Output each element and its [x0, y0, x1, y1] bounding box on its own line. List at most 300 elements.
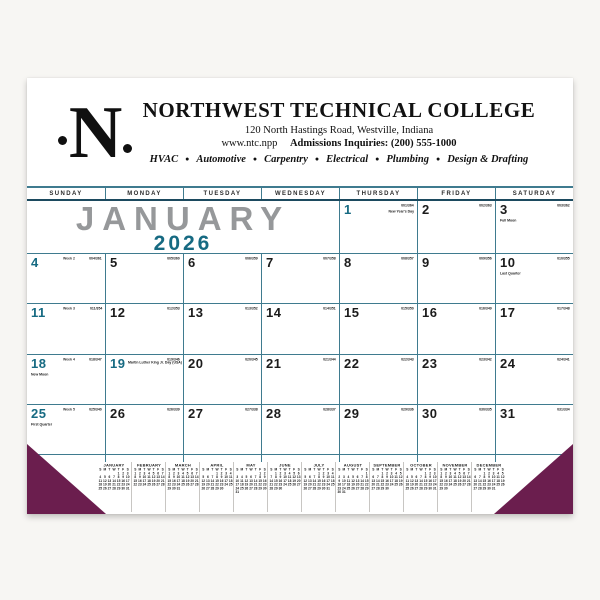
mini-day-number: 10 [142, 475, 147, 479]
mini-day-number: 24 [448, 483, 453, 487]
mini-day-number: 19 [201, 483, 206, 487]
mini-week-row [337, 491, 369, 495]
mini-day-number: 17 [283, 479, 287, 483]
mini-day-number: 23 [219, 483, 224, 487]
column-tick [495, 455, 496, 462]
mini-day-number: 18 [330, 479, 335, 483]
mini-day-number: 7 [113, 475, 115, 479]
mini-month-body [235, 463, 267, 494]
mini-day-number: 4 [406, 475, 409, 479]
week-number-label: Week 2 [63, 257, 75, 261]
julian-date: 013/352 [245, 307, 258, 311]
mini-day-letter: T [458, 468, 461, 472]
mini-day-number: 22 [167, 483, 172, 487]
mini-day-number: 13 [355, 479, 360, 483]
mini-day-number: 7 [313, 475, 316, 479]
mini-day-number: 6 [108, 475, 111, 479]
mini-day-number: 15 [380, 479, 385, 483]
mini-day-number: 16 [278, 479, 283, 483]
mini-day-number: 13 [206, 479, 210, 483]
mini-day-number: 19 [292, 479, 296, 483]
mini-day-number: 21 [478, 483, 482, 487]
mini-day-number: 31 [235, 490, 240, 494]
mini-day-letter: M [478, 468, 482, 472]
mini-day-number: 24 [142, 483, 147, 487]
year-title: 2026 [153, 232, 213, 255]
mini-day-number: 28 [376, 486, 380, 491]
column-tick [105, 455, 106, 462]
mini-day-number: 2 [172, 471, 175, 476]
mini-day-number: 8 [168, 475, 171, 479]
mini-day-letter: M [206, 468, 210, 472]
day-cell-11 [27, 304, 105, 354]
mini-day-number: 9 [322, 475, 325, 479]
mini-day-number: 30 [428, 486, 432, 491]
mini-day-letter: W [419, 468, 423, 472]
weekday-header: SATURDAY [495, 188, 573, 199]
mini-day-number: 17 [235, 483, 240, 487]
mini-day-letter: T [381, 468, 384, 472]
julian-date: 017/348 [557, 307, 570, 311]
mini-month-body [201, 463, 233, 491]
date-number: 1 [344, 202, 352, 217]
mini-day-number: 10 [224, 475, 228, 479]
mini-day-number: 14 [466, 475, 471, 479]
mini-day-number: 23 [321, 483, 326, 487]
mini-day-number: 22 [439, 483, 444, 487]
mini-day-number: 8 [134, 475, 137, 479]
weekday-header: THURSDAY [339, 188, 417, 199]
date-number: 25 [31, 405, 47, 421]
day-cell-3 [495, 201, 573, 254]
mini-day-letter: T [313, 468, 316, 472]
mini-day-number: 10 [326, 475, 330, 479]
mini-day-number: 17 [389, 479, 394, 483]
mini-day-number: 3 [143, 471, 146, 476]
julian-date: 019/346 [167, 357, 180, 361]
julian-date: 010/355 [557, 257, 570, 261]
mini-day-number: 3 [449, 471, 452, 476]
mini-day-number: 3 [177, 471, 180, 476]
mini-day-number: 11 [181, 475, 185, 479]
mini-day-number: 21 [210, 483, 215, 487]
column-tick [339, 455, 340, 462]
mini-day-number: 25 [287, 483, 292, 487]
day-cell-28 [261, 405, 339, 455]
mini-day-number: 2 [338, 475, 341, 479]
mini-day-number: 3 [284, 471, 286, 476]
mini-day-number: 20 [190, 479, 194, 483]
mini-day-number: 13 [308, 479, 312, 483]
mini-day-number: 29 [482, 486, 487, 491]
mini-day-number: 5 [410, 475, 413, 479]
column-tick [417, 455, 418, 462]
weekday-header: MONDAY [105, 188, 183, 199]
mini-day-number: 11 [98, 479, 102, 483]
mini-week-row [201, 487, 233, 491]
mini-day-number: 11 [405, 479, 409, 483]
mini-day-number: 28 [160, 483, 165, 487]
programs-list [143, 152, 536, 167]
program-item: Plumbing [386, 153, 429, 165]
mini-day-number: 15 [274, 479, 278, 483]
julian-date: 024/341 [557, 357, 570, 361]
mini-week-row [98, 487, 130, 491]
mini-day-number: 24 [176, 483, 181, 487]
mini-day-number: 8 [318, 475, 320, 479]
mini-day-letter: F [259, 468, 262, 472]
mini-month-name: NOVEMBER [442, 463, 468, 468]
mini-day-letter: T [211, 468, 214, 472]
mini-day-number: 23 [278, 483, 283, 487]
mini-day-number: 19 [151, 479, 156, 483]
mini-day-letter: F [293, 468, 296, 472]
mini-day-number: 2 [263, 471, 266, 476]
mini-day-number: 17 [176, 479, 181, 483]
mini-day-number: 5 [458, 471, 461, 476]
mini-day-number: 10 [235, 479, 240, 483]
mini-day-number: 1 [216, 471, 218, 476]
mini-day-number: 8 [483, 475, 486, 479]
julian-date: 021/344 [323, 357, 336, 361]
mini-month-name: FEBRUARY [136, 463, 162, 468]
calendar-pad-sheet [27, 78, 573, 514]
mini-day-number: 24 [283, 483, 287, 487]
mini-day-letter: F [497, 468, 500, 472]
mini-day-number: 20 [249, 483, 253, 487]
logo-dot-right-icon [123, 144, 132, 153]
program-item: Carpentry [264, 153, 308, 165]
mini-day-number: 20 [462, 479, 466, 483]
mini-day-letter: W [249, 468, 253, 472]
mini-day-number: 22 [258, 483, 262, 487]
mini-day-number: 31 [176, 486, 181, 491]
mini-day-number: 9 [279, 475, 282, 479]
mini-day-number: 26 [103, 486, 107, 491]
mini-day-letter: S [372, 468, 375, 472]
mini-day-number: 22 [215, 483, 219, 487]
mini-day-letter: W [453, 468, 457, 472]
mini-day-number: 5 [186, 471, 189, 476]
date-number: 14 [266, 305, 282, 321]
week-number-label: Week 4 [63, 357, 75, 361]
mini-month-name: MARCH [174, 463, 192, 468]
mini-day-number: 19 [410, 483, 414, 487]
mini-day-number: 19 [351, 483, 355, 487]
college-address: 120 North Hastings Road, Westville, Indiana [244, 124, 434, 136]
day-cell-19 [105, 355, 183, 405]
mini-day-number: 17 [448, 479, 453, 483]
moon-phase-label: First Quarter [31, 422, 53, 427]
mini-day-number: 20 [473, 483, 478, 487]
mini-day-number: 29 [215, 486, 219, 491]
mini-day-number: 22 [482, 483, 487, 487]
mini-day-number: 4 [454, 471, 456, 476]
logo-letter: N [68, 92, 123, 174]
mini-day-number: 27 [206, 486, 210, 491]
mini-day-number: 14 [312, 479, 317, 483]
mini-day-number: 19 [244, 483, 249, 487]
mini-day-number: 15 [116, 479, 121, 483]
mini-day-number: 28 [312, 486, 317, 491]
mini-day-number: 12 [398, 475, 403, 479]
mini-day-number: 15 [482, 479, 487, 483]
mini-day-number: 7 [467, 471, 470, 476]
mini-day-number: 14 [210, 479, 215, 483]
mini-day-letter: W [283, 468, 287, 472]
mini-day-number: 2 [279, 471, 282, 476]
mini-day-number: 5 [399, 471, 402, 476]
day-cell-20 [183, 355, 261, 405]
mini-day-number: 5 [202, 475, 205, 479]
mini-day-number: 4 [395, 471, 398, 476]
mini-day-number: 3 [236, 475, 239, 479]
mini-day-number: 30 [278, 486, 283, 491]
bullet-separator-icon: ● [185, 154, 190, 163]
mini-day-number: 27 [156, 483, 160, 487]
date-number: 28 [266, 405, 282, 421]
mini-day-number: 24 [326, 483, 330, 487]
mini-day-number: 9 [429, 475, 432, 479]
mini-day-number: 25 [496, 483, 500, 487]
mini-day-number: 22 [364, 483, 369, 487]
mini-day-number: 24 [491, 483, 496, 487]
mini-day-number: 5 [103, 475, 106, 479]
mini-day-number: 20 [355, 483, 360, 487]
mini-month-august [335, 462, 369, 512]
mini-month-january [97, 462, 131, 512]
mini-day-letter: T [177, 468, 180, 472]
program-item: HVAC [149, 153, 179, 165]
mini-day-number: 31 [125, 486, 130, 491]
date-number: 11 [31, 305, 46, 321]
mini-day-letter: T [483, 468, 486, 472]
mini-day-number: 6 [372, 475, 375, 479]
day-cell-23 [417, 355, 495, 405]
day-cell-21 [261, 355, 339, 405]
mini-day-number: 27 [296, 483, 301, 487]
mini-day-letter: S [304, 468, 307, 472]
mini-day-number: 6 [463, 471, 466, 476]
mini-day-letter: W [385, 468, 389, 472]
mini-day-number: 24 [125, 483, 130, 487]
mini-day-number: 2 [122, 471, 125, 476]
julian-date: 020/345 [245, 357, 258, 361]
date-number: 4 [31, 255, 39, 270]
mini-day-number: 4 [347, 475, 350, 479]
mini-day-letter: T [390, 468, 393, 472]
mini-day-number: 14 [478, 479, 482, 483]
date-number: 5 [110, 255, 118, 270]
college-website: www.ntc.npp [221, 137, 278, 149]
julian-date: 014/351 [323, 307, 336, 311]
mini-day-number: 11 [394, 475, 398, 479]
mini-day-letter: F [327, 468, 330, 472]
mini-day-letter: W [215, 468, 219, 472]
date-number: 20 [188, 355, 204, 371]
mini-day-number: 30 [219, 486, 224, 491]
mini-day-letter: S [126, 468, 129, 472]
mini-day-letter: F [429, 468, 432, 472]
mini-day-number: 1 [440, 471, 443, 476]
mini-day-number: 26 [351, 486, 355, 491]
mini-day-number: 15 [317, 479, 321, 483]
date-number: 27 [188, 405, 204, 421]
mini-day-number: 21 [194, 479, 199, 483]
week-number-label: Week 5 [63, 407, 75, 412]
mini-day-number: 6 [157, 471, 160, 476]
mini-day-letter: M [103, 468, 107, 472]
date-number: 19 [110, 355, 126, 371]
mini-day-number: 27 [355, 486, 360, 491]
mini-day-number: 29 [116, 486, 121, 491]
julian-date: 012/353 [167, 307, 180, 311]
julian-date: 011/354 [89, 307, 102, 311]
mini-day-number: 8 [424, 475, 427, 479]
mini-day-number: 31 [326, 486, 330, 491]
mini-day-number: 21 [112, 483, 116, 487]
mini-day-number: 5 [293, 471, 296, 476]
date-number: 15 [344, 305, 360, 321]
mini-day-letter: M [410, 468, 414, 472]
mini-day-number: 17 [491, 479, 496, 483]
mini-month-name: OCTOBER [410, 463, 432, 468]
mini-day-number: 18 [394, 479, 398, 483]
mini-day-number: 25 [394, 483, 398, 487]
mini-month-body [337, 463, 369, 494]
mini-day-number: 25 [453, 483, 457, 487]
mini-day-letter: T [356, 468, 359, 472]
mini-day-number: 18 [98, 483, 103, 487]
mini-day-number: 16 [385, 479, 389, 483]
mini-day-letter: F [225, 468, 228, 472]
day-cell-1 [339, 201, 417, 254]
mini-day-number: 31 [491, 486, 496, 491]
julian-date: 030/335 [479, 407, 492, 412]
mini-day-letter: T [347, 468, 350, 472]
mini-day-letter: S [297, 468, 300, 472]
julian-date: 025/340 [89, 407, 102, 412]
mini-day-number: 9 [122, 475, 125, 479]
mini-day-number: 28 [194, 483, 199, 487]
date-number: 6 [188, 255, 196, 270]
mini-day-number: 17 [224, 479, 228, 483]
mini-day-letter: T [449, 468, 452, 472]
month-title: JANUARY [75, 200, 291, 237]
mini-day-number: 3 [342, 475, 345, 479]
julian-date: 029/336 [401, 407, 414, 412]
julian-date: 031/334 [557, 407, 570, 412]
date-number: 17 [500, 305, 516, 321]
mini-day-number: 14 [269, 479, 274, 483]
julian-date: 005/360 [167, 257, 180, 261]
mini-day-letter: W [112, 468, 116, 472]
mini-day-number: 27 [249, 486, 253, 491]
mini-week-row [235, 491, 267, 495]
mini-week-row [473, 487, 505, 491]
mini-day-letter: M [274, 468, 278, 472]
mini-day-number: 30 [444, 486, 448, 491]
mini-day-letter: M [444, 468, 448, 472]
mini-day-number: 20 [156, 479, 160, 483]
mini-day-number: 30 [262, 486, 267, 491]
mini-day-letter: S [399, 468, 402, 472]
day-cell-4 [27, 254, 105, 304]
date-number: 10 [500, 255, 516, 270]
mini-day-number: 1 [424, 471, 427, 476]
day-cell-26 [105, 405, 183, 455]
mini-day-number: 18 [147, 479, 151, 483]
mini-day-number: 3 [433, 471, 436, 476]
mini-day-number: 4 [229, 471, 232, 476]
mini-day-number: 14 [194, 475, 199, 479]
bullet-separator-icon: ● [314, 154, 320, 163]
mini-month-name: AUGUST [343, 463, 363, 468]
mini-day-number: 21 [269, 483, 274, 487]
mini-day-letter: T [415, 468, 418, 472]
mini-day-letter: S [270, 468, 273, 472]
mini-week-row [303, 487, 335, 491]
mini-day-number: 13 [190, 475, 194, 479]
weekday-header: TUESDAY [183, 188, 261, 199]
mini-day-number: 24 [224, 483, 228, 487]
mini-month-body [371, 463, 403, 491]
mini-week-row [167, 487, 199, 491]
mini-day-number: 21 [419, 483, 423, 487]
mini-calendar-strip [97, 462, 505, 512]
day-cell-8 [339, 254, 417, 304]
date-number: 26 [110, 405, 126, 421]
program-item: Automotive [196, 153, 246, 165]
mini-day-number: 26 [244, 486, 249, 491]
mini-day-number: 13 [249, 479, 253, 483]
mini-day-number: 22 [116, 483, 121, 487]
mini-day-number: 17 [432, 479, 437, 483]
mini-day-letter: S [236, 468, 239, 472]
mini-day-number: 8 [216, 475, 218, 479]
mini-day-number: 28 [253, 486, 258, 491]
mini-day-number: 17 [142, 479, 147, 483]
mini-day-number: 14 [376, 479, 380, 483]
mini-day-number: 25 [181, 483, 185, 487]
mini-day-number: 9 [172, 475, 175, 479]
mini-day-number: 2 [138, 471, 141, 476]
mini-day-letter: M [172, 468, 176, 472]
day-cell-16 [417, 304, 495, 354]
mini-day-number: 19 [500, 479, 505, 483]
julian-date: 023/342 [479, 357, 492, 361]
mini-day-number: 27 [190, 483, 194, 487]
holiday-label: New Year's Day [388, 210, 414, 214]
mini-day-number: 25 [405, 486, 410, 491]
mini-day-number: 6 [415, 475, 418, 479]
mini-day-number: 29 [380, 486, 385, 491]
day-cell-31 [495, 405, 573, 455]
julian-date: 016/349 [479, 307, 492, 311]
date-number: 7 [266, 255, 274, 270]
mini-month-july [301, 462, 335, 512]
mini-month-november [437, 462, 471, 512]
date-number: 18 [31, 355, 47, 371]
mini-day-number: 27 [473, 486, 478, 491]
date-number: 23 [422, 355, 438, 371]
mini-week-row [133, 483, 165, 487]
program-item: Design & Drafting [447, 153, 529, 165]
mini-day-number: 6 [191, 471, 194, 476]
mini-day-number: 9 [220, 475, 223, 479]
mini-day-number: 18 [287, 479, 292, 483]
julian-date: 008/357 [401, 257, 414, 261]
